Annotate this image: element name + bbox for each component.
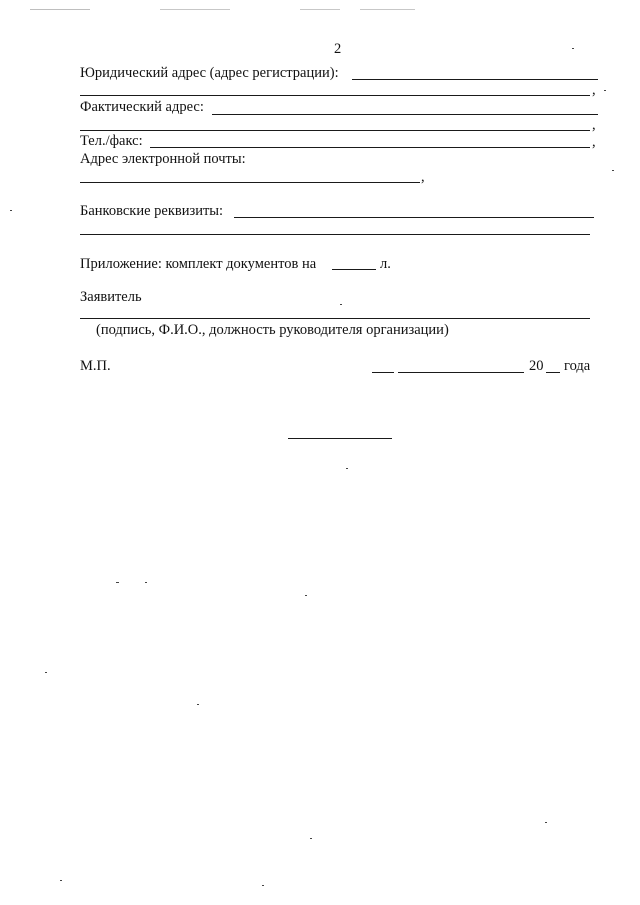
actual-address-label: Фактический адрес: [80,99,204,115]
actual-address-line-1 [212,114,598,115]
phone-fax-label: Тел./факс: [80,133,143,149]
scan-artifact [612,170,614,171]
email-label: Адрес электронной почты: [80,151,246,167]
scan-artifact [60,880,62,881]
signature-caption: (подпись, Ф.И.О., должность руководителя организации) [96,322,449,338]
scan-artifact [160,9,230,10]
email-line [80,182,420,183]
legal-address-comma: , [592,82,596,98]
phone-fax-comma: , [592,134,596,150]
scan-artifact [572,48,574,49]
scan-artifact [604,90,606,91]
scan-artifact [310,838,312,839]
end-separator [288,438,392,439]
scan-artifact [145,582,147,583]
actual-address-comma: , [592,117,596,133]
scan-artifact [45,672,47,673]
bank-details-label: Банковские реквизиты: [80,203,224,219]
scan-artifact [10,210,12,211]
scan-artifact [340,304,342,305]
applicant-label: Заявитель [80,289,142,305]
date-day-line [372,372,394,373]
date-month-line [398,372,524,373]
year-prefix: 20 [529,358,544,374]
actual-address-line-2 [80,130,590,131]
bank-details-line-1 [234,217,594,218]
email-comma: , [421,169,425,185]
scan-artifact [305,595,307,596]
attachment-suffix: л. [380,256,391,272]
scan-artifact [197,704,199,705]
stamp-label: М.П. [80,358,111,374]
attachment-pages-line [332,269,376,270]
year-suffix: года [564,358,591,374]
attachment-prefix: Приложение: комплект документов на [80,256,317,272]
scan-artifact [545,822,547,823]
legal-address-line-1 [352,79,598,80]
scan-artifact [360,9,415,10]
legal-address-line-2 [80,95,590,96]
legal-address-label: Юридический адрес (адрес регистрации): [80,65,339,81]
page-number: 2 [334,41,342,57]
scan-artifact [30,9,90,10]
bank-details-line-2 [80,234,590,235]
phone-fax-line [150,147,590,148]
scan-artifact [300,9,340,10]
scan-artifact [262,885,264,886]
scan-artifact [116,582,119,583]
scan-artifact [346,468,348,469]
applicant-signature-line [80,318,590,319]
year-line [546,372,560,373]
